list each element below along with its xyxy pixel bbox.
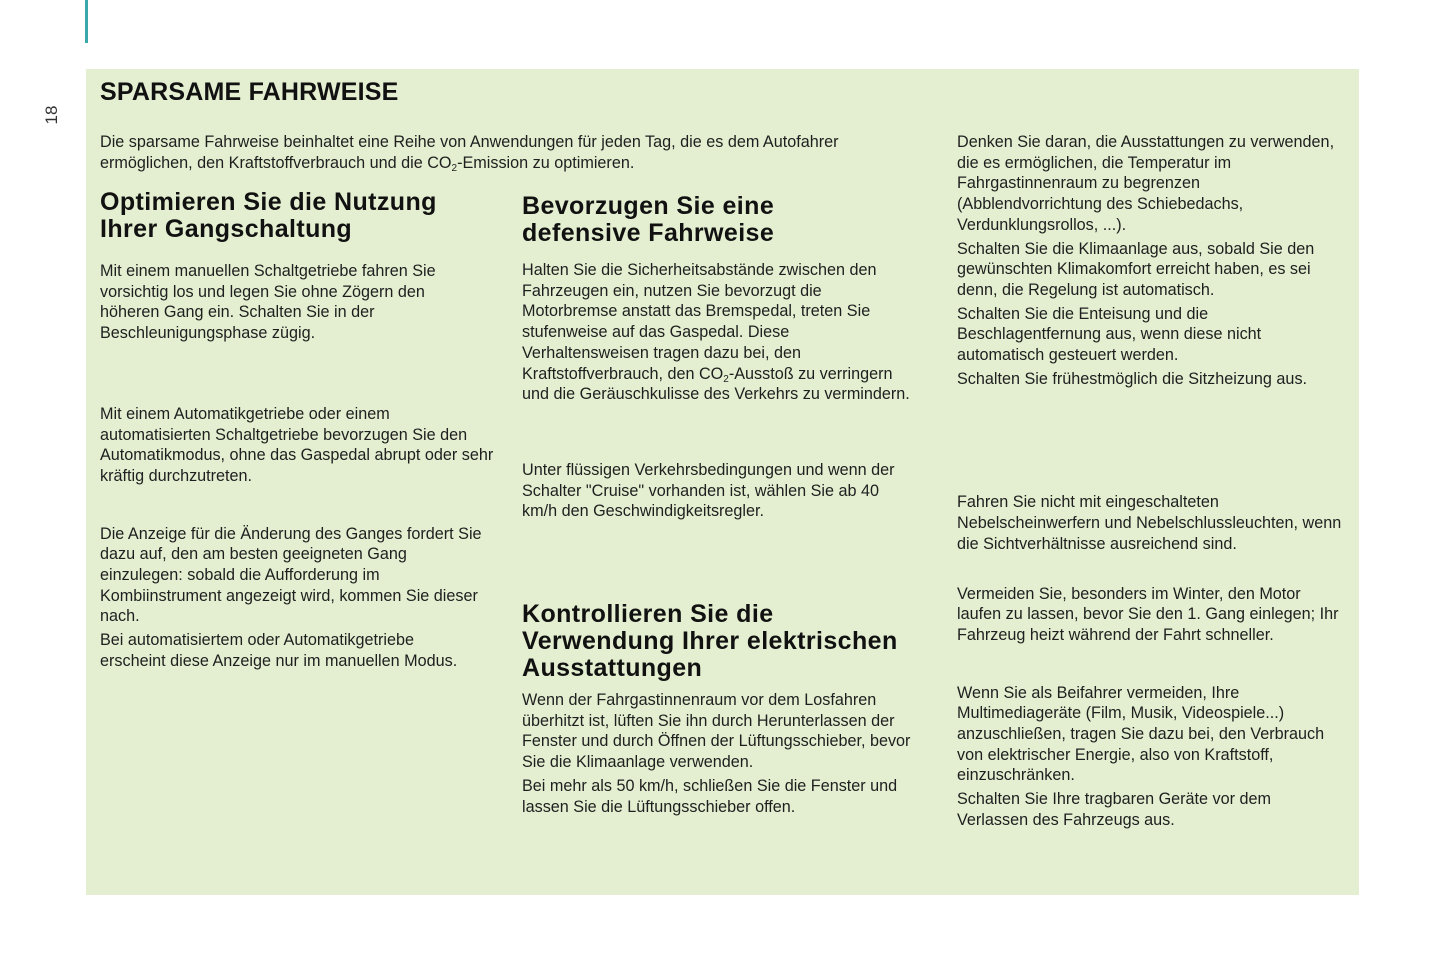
page-accent-bar: [85, 0, 88, 43]
intro-text-end: -Emission zu optimieren.: [457, 153, 635, 172]
page-number: 18: [42, 105, 61, 125]
paragraph-safety-distance-main: Halten Sie die Sicherheitsabstände zwischen den Fahrzeugen ein, nutzen Sie bevorzugt die Motorbremse anstatt das Bremspedal, treten Sie stufenweise auf das Gaspedal. Diese Verhaltensweisen tragen dazu bei, den Kraftstoffverbrauch, den CO: [522, 261, 877, 383]
co2-subscript: 2: [723, 373, 729, 385]
paragraph-automatic-gearbox: Mit einem Automatikgetriebe oder einem automatisierten Schaltgetriebe bevorzugen Sie den Automatikmodus, ohne das Gaspedal abrupt oder sehr kräftig durchzutreten.: [100, 404, 494, 485]
paragraph-multimedia-devices: Wenn Sie als Beifahrer vermeiden, Ihre Multimediageräte (Film, Musik, Videospiele...) anzuschließen, tragen Sie dazu bei, den Verbrauch von elektrischer Energie, also von Kraftstoff, einzuschränken.: [957, 683, 1325, 785]
paragraph-indicator-automatic: Bei automatisiertem oder Automatikgetriebe erscheint diese Anzeige nur im manuellen Modus.: [100, 631, 458, 670]
column-defensive-driving: [522, 193, 922, 817]
paragraph-portable-devices: Schalten Sie Ihre tragbaren Geräte vor dem Verlassen des Fahrzeugs aus.: [957, 790, 1272, 829]
paragraph-winter-engine: Vermeiden Sie, besonders im Winter, den Motor laufen zu lassen, bevor Sie den 1. Gang einlegen; Ihr Fahrzeug heizt während der Fahrt schneller.: [957, 584, 1339, 644]
paragraph-windows-closed: Bei mehr als 50 km/h, schließen Sie die Fenster und lassen Sie die Lüftungsschieber offen.: [522, 776, 898, 816]
paragraph-defrost: Schalten Sie die Enteisung und die Beschlagentfernung aus, wenn diese nicht automatisch gesteuert werden.: [957, 304, 1262, 365]
intro-text: [100, 132, 900, 173]
heading-defensive-driving: Bevorzugen Sie eine defensive Fahrweise: [522, 192, 775, 247]
paragraph-gear-indicator: Die Anzeige für die Änderung des Ganges fordert Sie dazu auf, den am besten geeigneten Gang einzulegen: sobald die Aufforderung im Kombiinstrument angezeigt wird, kommen Sie dieser nach.: [100, 524, 482, 626]
paragraph-safety-distance-end: -Ausstoß zu verringern und die Geräuschkulisse des Verkehrs zu vermindern.: [522, 364, 910, 404]
intro-co2-subscript: 2: [451, 162, 458, 174]
column-gear-usage: [100, 189, 500, 672]
heading-electrical-equipment: Kontrollieren Sie die Verwendung Ihrer elektrischen Ausstattungen: [522, 600, 898, 683]
page-title: SPARSAME FAHRWEISE: [100, 78, 399, 106]
paragraph-fog-lights: Fahren Sie nicht mit eingeschalteten Nebelscheinwerfern und Nebelschlussleuchten, wenn die Sichtverhältnisse ausreichend sind.: [957, 493, 1342, 553]
paragraph-temperature-equipment: Denken Sie daran, die Ausstattungen zu verwenden, die es ermöglichen, die Temperatur im Fahrgastinnenraum zu begrenzen (Abblendvorrichtung des Schiebedachs, Verdunklungsrollos, ...).: [957, 133, 1335, 234]
paragraph-manual-gearbox: Mit einem manuellen Schaltgetriebe fahren Sie vorsichtig los und legen Sie ohne Zögern den höheren Gang ein. Schalten Sie in der Beschleunigungsphase zügig.: [100, 262, 436, 343]
paragraph-air-conditioning: Schalten Sie die Klimaanlage aus, sobald Sie den gewünschten Klimakomfort erreicht haben, es sei denn, die Regelung ist automatisch.: [957, 239, 1315, 299]
paragraph-seat-heating: Schalten Sie frühestmöglich die Sitzheizung aus.: [957, 369, 1308, 388]
paragraph-cruise-control: Unter flüssigen Verkehrsbedingungen und wenn der Schalter "Cruise" vorhanden ist, wählen Sie ab 40 km/h den Geschwindigkeitsregler.: [522, 460, 895, 521]
paragraph-safety-distance: [522, 260, 917, 405]
paragraph-ventilate-cabin: Wenn der Fahrgastinnenraum vor dem Losfahren überhitzt ist, lüften Sie ihn durch Herunterlassen der Fenster und durch Öffnen der Lüftungsschieber, bevor Sie die Klimaanlage verwenden.: [522, 691, 911, 772]
heading-gear-usage: Optimieren Sie die Nutzung Ihrer Gangschaltung: [100, 188, 437, 243]
intro-text-main: Die sparsame Fahrweise beinhaltet eine Reihe von Anwendungen für jeden Tag, die es dem Autofahrer ermöglichen, den Kraftstoffverbrauch und die CO: [100, 133, 839, 172]
column-equipment-tips: [957, 132, 1352, 831]
